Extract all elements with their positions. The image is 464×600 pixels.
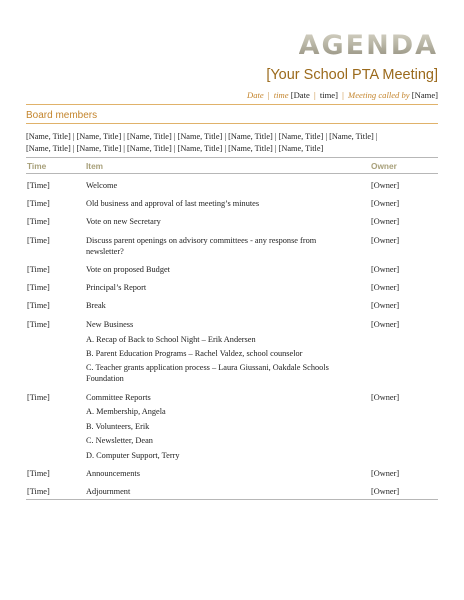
sub-item: C. Newsletter, Dean <box>86 436 153 445</box>
agenda-title: AGENDA <box>298 30 438 61</box>
row-owner: [Owner] <box>371 265 400 274</box>
table-bottom-divider <box>26 499 438 500</box>
row-owner: [Owner] <box>371 181 400 190</box>
row-time: [Time] <box>27 487 50 496</box>
row-time: [Time] <box>27 469 50 478</box>
row-owner: [Owner] <box>371 217 400 226</box>
board-members-line: [Name, Title] | [Name, Title] | [Name, Title] | [Name, Title] | [Name, Title] | [Name, Title] <box>26 143 324 153</box>
table-top-divider <box>26 157 438 158</box>
sub-item: C. Teacher grants application process – Laura Giussani, Oakdale Schools Foundation <box>86 363 329 383</box>
sub-item: B. Volunteers, Erik <box>86 422 150 431</box>
row-time: [Time] <box>27 199 50 208</box>
separator: | <box>267 90 270 100</box>
row-time: [Time] <box>27 265 50 274</box>
board-members-list <box>26 131 438 154</box>
row-item: Vote on new Secretary <box>86 217 161 226</box>
time-label: time <box>273 90 289 100</box>
board-divider <box>26 123 438 124</box>
row-owner: [Owner] <box>371 301 400 310</box>
meeting-name: [Your School PTA Meeting] <box>266 67 438 83</box>
meeting-meta-line <box>247 90 438 100</box>
date-value: [Date <box>290 90 310 100</box>
row-owner: [Owner] <box>371 320 400 329</box>
row-item: Welcome <box>86 181 118 190</box>
sub-item: A. Membership, Angela <box>86 407 166 416</box>
row-time: [Time] <box>27 181 50 190</box>
row-item: Old business and approval of last meeting’s minutes <box>86 199 260 208</box>
row-item: Discuss parent openings on advisory committees - any response from newsletter? <box>86 236 317 256</box>
row-item: Announcements <box>86 469 140 478</box>
called-by-label: Meeting called by <box>348 90 410 100</box>
row-item: Adjournment <box>86 487 131 496</box>
row-time: [Time] <box>27 236 50 245</box>
sub-item: D. Computer Support, Terry <box>86 451 180 460</box>
board-members-heading: Board members <box>26 110 98 121</box>
row-time: [Time] <box>27 393 50 402</box>
separator: | <box>313 90 316 100</box>
row-time: [Time] <box>27 283 50 292</box>
row-owner: [Owner] <box>371 283 400 292</box>
row-item: New Business <box>86 320 134 329</box>
row-owner: [Owner] <box>371 469 400 478</box>
row-owner: [Owner] <box>371 199 400 208</box>
sub-item: A. Recap of Back to School Night – Erik Andersen <box>86 335 256 344</box>
called-by-value: [Name] <box>411 90 438 100</box>
row-time: [Time] <box>27 301 50 310</box>
row-time: [Time] <box>27 320 50 329</box>
column-header-item: Item <box>86 161 104 171</box>
separator: | <box>342 90 344 100</box>
row-item: Vote on proposed Budget <box>86 265 170 274</box>
row-item: Break <box>86 301 106 310</box>
sub-item: B. Parent Education Programs – Rachel Valdez, school counselor <box>86 349 303 358</box>
column-header-owner: Owner <box>371 161 397 171</box>
row-owner: [Owner] <box>371 487 400 496</box>
table-header-divider <box>26 173 438 174</box>
column-header-time: Time <box>27 161 47 171</box>
row-item: Principal’s Report <box>86 283 147 292</box>
row-time: [Time] <box>27 217 50 226</box>
row-owner: [Owner] <box>371 236 400 245</box>
header-divider <box>26 104 438 105</box>
time-value: time] <box>319 90 338 100</box>
date-label: Date <box>246 90 264 100</box>
row-item: Committee Reports <box>86 393 151 402</box>
board-members-line: [Name, Title] | [Name, Title] | [Name, Title] | [Name, Title] | [Name, Title] | [Name, Title] | [Name, Title] | <box>26 132 378 141</box>
row-owner: [Owner] <box>371 393 400 402</box>
